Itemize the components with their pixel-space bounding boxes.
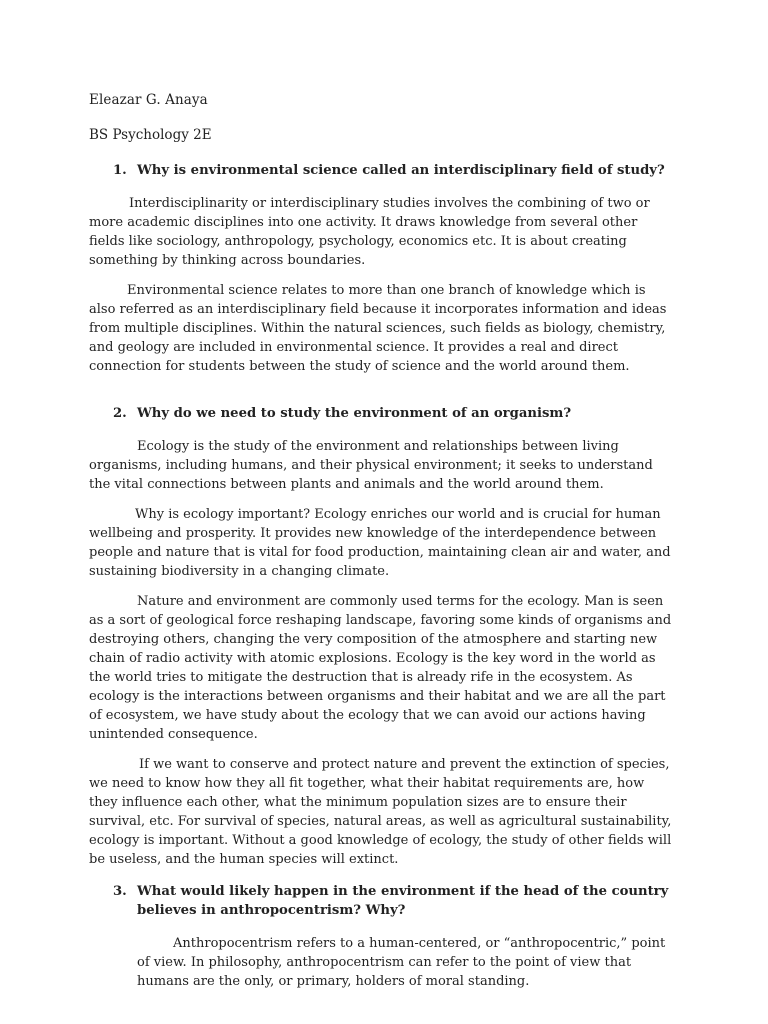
question-2 xyxy=(89,404,676,423)
question-1 xyxy=(89,161,676,180)
answer-paragraph: Interdisciplinarity or interdisciplinary studies involves the combining of two or more academic disciplines into one activity. It draws knowledge from several other fields like sociology, anthropology, psychology, economics etc. It is about creating something by thinking across boundaries. xyxy=(89,196,650,268)
answer-paragraph: Anthropocentrism refers to a human-centered, or “anthropocentric,” point of view. In philosophy, anthropocentrism can refer to the point of view that humans are the only, or primary, holders of moral standing. xyxy=(137,936,666,989)
course-section: BS Psychology 2E xyxy=(89,127,212,143)
question-number: 1. xyxy=(113,163,127,178)
question-number: 3. xyxy=(113,884,127,899)
author-name: Eleazar G. Anaya xyxy=(89,92,208,108)
question-number: 2. xyxy=(113,406,127,421)
question-text: Why do we need to study the environment of an organism? xyxy=(137,406,572,421)
answer-paragraph: Ecology is the study of the environment and relationships between living organisms, including humans, and their physical environment; it seeks to understand the vital connections between plants and animals and the world around them. xyxy=(89,439,653,492)
answer-paragraph: If we want to conserve and protect nature and prevent the extinction of species, we need to know how they all fit together, what their habitat requirements are, how they influence each other, what the minimum population sizes are to ensure their survival, etc. For survival of species, natural areas, as well as agricultural sustainability, ecology is important. Without a good knowledge of ecology, the study of other fields will be useless, and the human species will extinct. xyxy=(89,757,672,867)
question-text: What would likely happen in the environment if the head of the country believes in anthropocentrism? Why? xyxy=(137,884,669,918)
question-3 xyxy=(89,882,676,920)
answer-paragraph: Why is ecology important? Ecology enriches our world and is crucial for human wellbeing and prosperity. It provides new knowledge of the interdependence between people and nature that is vital for food production, maintaining clean air and water, and sustaining biodiversity in a changing climate. xyxy=(89,507,671,579)
question-text: Why is environmental science called an interdisciplinary field of study? xyxy=(137,163,665,178)
answer-paragraph: Nature and environment are commonly used terms for the ecology. Man is seen as a sort of geological force reshaping landscape, favoring some kinds of organisms and destroying others, changing the very composition of the atmosphere and starting new chain of radio activity with atomic explosions. Ecology is the key word in the world as the world tries to mitigate the destruction that is already rife in the ecosystem. As ecology is the interactions between organisms and their habitat and we are all the part of ecosystem, we have study about the ecology that we can avoid our actions having unintended consequence. xyxy=(89,594,672,742)
answer-paragraph: Environmental science relates to more than one branch of knowledge which is also referred as an interdisciplinary field because it incorporates information and ideas from multiple disciplines. Within the natural sciences, such fields as biology, chemistry, and geology are included in environmental science. It provides a real and direct connection for students between the study of science and the world around them. xyxy=(89,283,667,374)
